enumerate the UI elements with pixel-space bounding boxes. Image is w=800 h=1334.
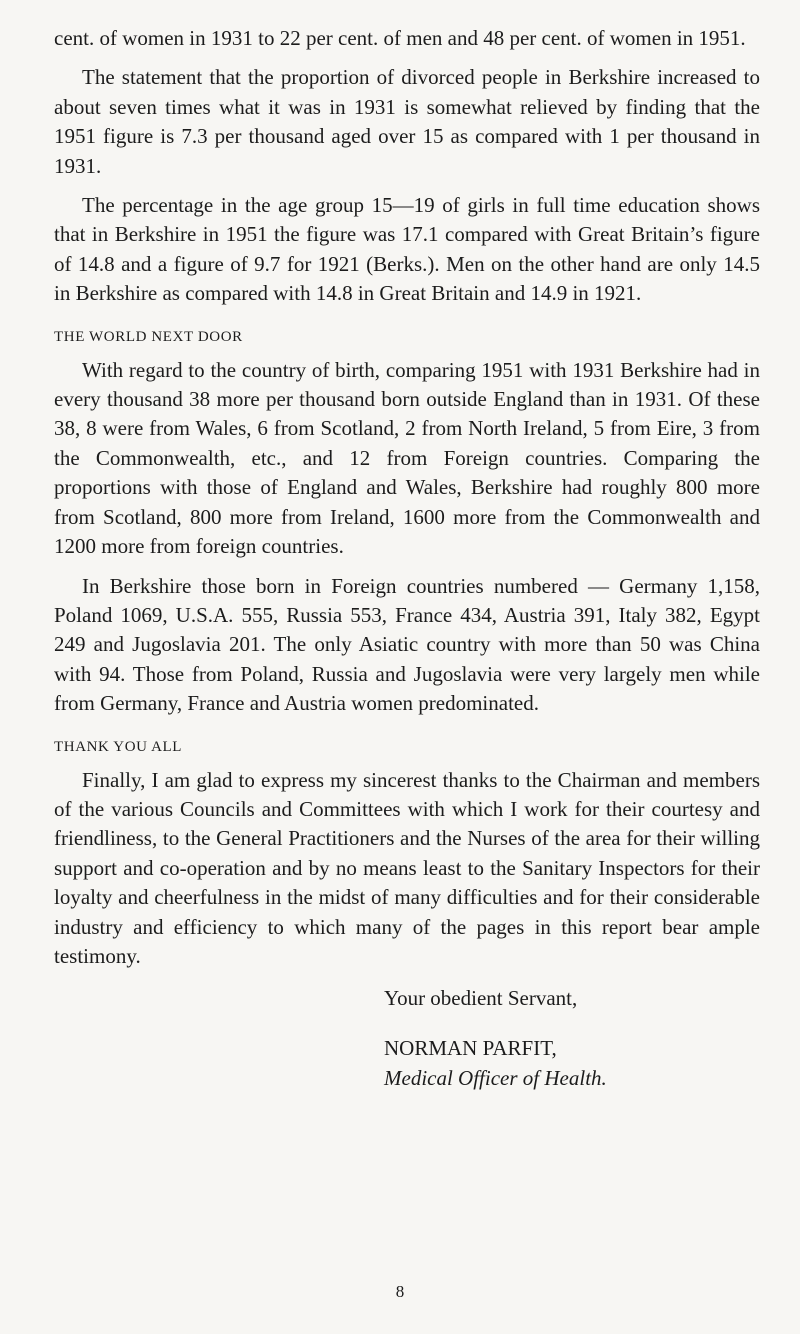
paragraph-education: The percentage in the age group 15—19 of girls in full time education shows that in Berkshire in 1951 the figure was 17.1 compared with Great Britain’s figure of 14.8 and a figure of 9.7 for 1921 (Berks.). Men on the other hand are only 14.5 in Berkshire as compared with 14.8 in Great Britain and 14.9 in 1921. [54, 193, 760, 306]
signoff-name: NORMAN PARFIT, [384, 1036, 557, 1061]
section-heading-world: THE WORLD NEXT DOOR [54, 328, 243, 345]
page-number: 8 [395, 1282, 405, 1301]
paragraph-country-of-birth: With regard to the country of birth, comparing 1951 with 1931 Berkshire had in every thousand 38 more per thousand born outside England than in 1931. Of these 38, 8 were from Wales, 6 from Scotland, 2 from North Ireland, 5 from Eire, 3 from the Commonwealth, etc., and 12 from Foreign countries. Comparing the proportions with those of England and Wales, Berkshire had roughly 800 more from Scotland, 800 more from Ireland, 1600 more from the Commonwealth and 1200 more from foreign countries. [54, 357, 760, 559]
paragraph-continuation: cent. of women in 1931 to 22 per cent. of men and 48 per cent. of women in 1951. [54, 26, 746, 50]
paragraph-thanks: Finally, I am glad to express my sincerest thanks to the Chairman and members of the various Councils and Committees with which I work for their courtesy and friendliness, to the General Practitioners and the Nurses of the area for their willing support and co-operation and by no means least to the Sanitary Inspectors for their loyalty and cheerfulness in the midst of many difficulties and for their considerable industry and efficiency to which many of the pages in this report bear ample testimony. [54, 767, 760, 968]
signoff-block [54, 983, 760, 1093]
paragraph-divorce: The statement that the proportion of divorced people in Berkshire increased to about seven times what it was in 1931 is somewhat relieved by finding that the 1951 figure is 7.3 per thousand aged over 15 as compared with 1 per thousand in 1931. [54, 65, 760, 178]
signoff-closing: Your obedient Servant, [384, 986, 578, 1011]
paragraph-foreign-countries: In Berkshire those born in Foreign countries numbered — Germany 1,158, Poland 1069, U.S.A. 555, Russia 553, France 434, Austria 391, Italy 382, Egypt 249 and Jugoslavia 201. The only Asiatic country with more than 50 was China with 94. Those from Poland, Russia and Jugoslavia were very largely men while from Germany, France and Austria women predominated. [54, 573, 760, 716]
section-heading-thanks: THANK YOU ALL [54, 738, 183, 755]
signoff-title: Medical Officer of Health. [384, 1066, 607, 1091]
